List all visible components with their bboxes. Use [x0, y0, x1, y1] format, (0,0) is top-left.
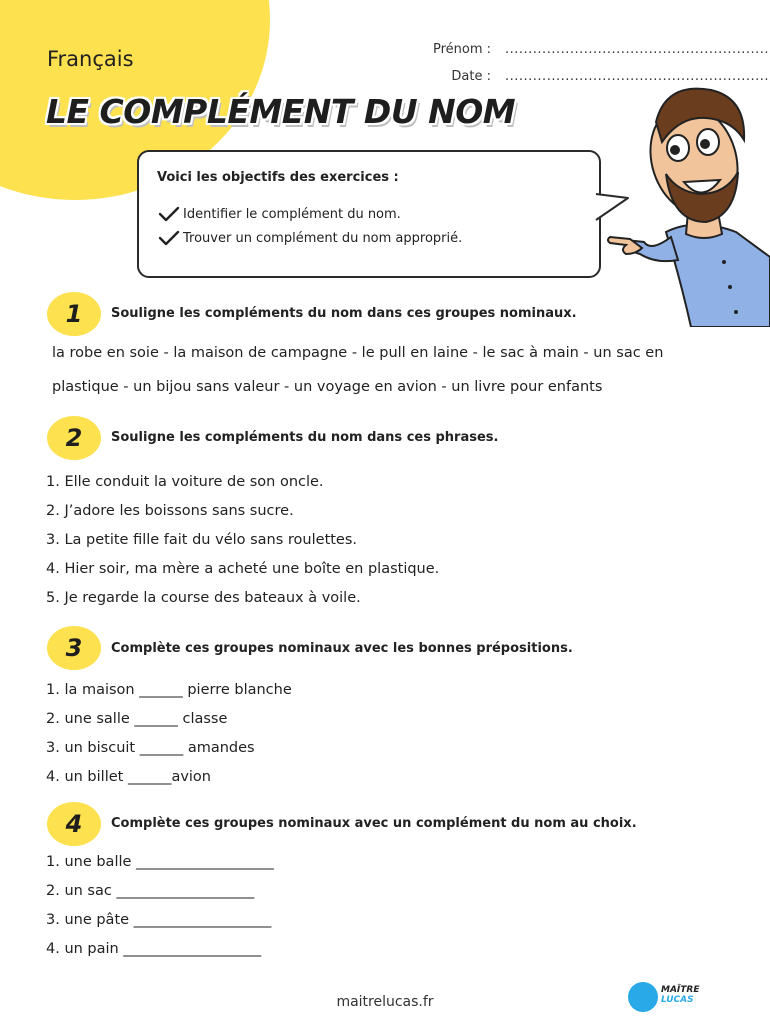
objective-text: Identifier le complément du nom.	[183, 206, 401, 222]
objective-item	[158, 206, 401, 222]
footer-url: maitrelucas.fr	[336, 994, 434, 1010]
checkmark-icon	[158, 230, 180, 246]
exercise-instruction: Souligne les compléments du nom dans ces phrases.	[111, 430, 499, 445]
date-label: Date :	[451, 69, 491, 84]
exercise-line: 2. J’adore les boissons sans sucre.	[46, 503, 294, 519]
exercise-line: 2. un sac ___________________	[46, 883, 255, 899]
page-title: LE COMPLÉMENT DU NOM	[46, 92, 516, 131]
exercise-instruction: Complète ces groupes nominaux avec les bonnes prépositions.	[111, 641, 573, 656]
objectives-heading: Voici les objectifs des exercices :	[157, 170, 399, 185]
exercise-line: la robe en soie - la maison de campagne - le pull en laine - le sac à main - un sac en	[52, 345, 664, 361]
firstname-blank: .........................................................	[505, 42, 770, 57]
exercise-number-badge: 4	[47, 802, 101, 846]
brand-logo	[661, 985, 700, 1005]
exercise-line: 3. un biscuit ______ amandes	[46, 740, 255, 756]
exercise-line: 4. un pain ___________________	[46, 941, 262, 957]
subject-label: Français	[47, 47, 134, 71]
exercise-line: 4. un billet ______avion	[46, 769, 211, 785]
exercise-instruction: Complète ces groupes nominaux avec un complément du nom au choix.	[111, 816, 637, 831]
exercise-number-badge: 1	[47, 292, 101, 336]
exercise-line: 1. Elle conduit la voiture de son oncle.	[46, 474, 324, 490]
exercise-line: 1. la maison ______ pierre blanche	[46, 682, 292, 698]
exercise-line: plastique - un bijou sans valeur - un voyage en avion - un livre pour enfants	[52, 379, 603, 395]
exercise-line: 4. Hier soir, ma mère a acheté une boîte en plastique.	[46, 561, 440, 577]
objective-text: Trouver un complément du nom approprié.	[183, 230, 463, 246]
exercise-line: 5. Je regarde la course des bateaux à voile.	[46, 590, 361, 606]
teacher-illustration	[596, 82, 770, 327]
checkmark-icon	[158, 206, 180, 222]
exercise-line: 3. La petite fille fait du vélo sans roulettes.	[46, 532, 358, 548]
exercise-instruction: Souligne les compléments du nom dans ces groupes nominaux.	[111, 306, 577, 321]
firstname-label: Prénom :	[432, 42, 491, 57]
date-blank: .........................................................	[505, 69, 770, 84]
objective-item	[158, 230, 462, 246]
exercise-line: 2. une salle ______ classe	[46, 711, 228, 727]
logo-line-2: LUCAS	[661, 995, 694, 1005]
exercise-number-badge: 2	[47, 416, 101, 460]
exercise-line: 3. une pâte ___________________	[46, 912, 272, 928]
brain-logo-icon	[628, 982, 658, 1012]
exercise-number-badge: 3	[47, 626, 101, 670]
exercise-line: 1. une balle ___________________	[46, 854, 274, 870]
logo-line-1: MAÎTRE	[661, 985, 700, 995]
